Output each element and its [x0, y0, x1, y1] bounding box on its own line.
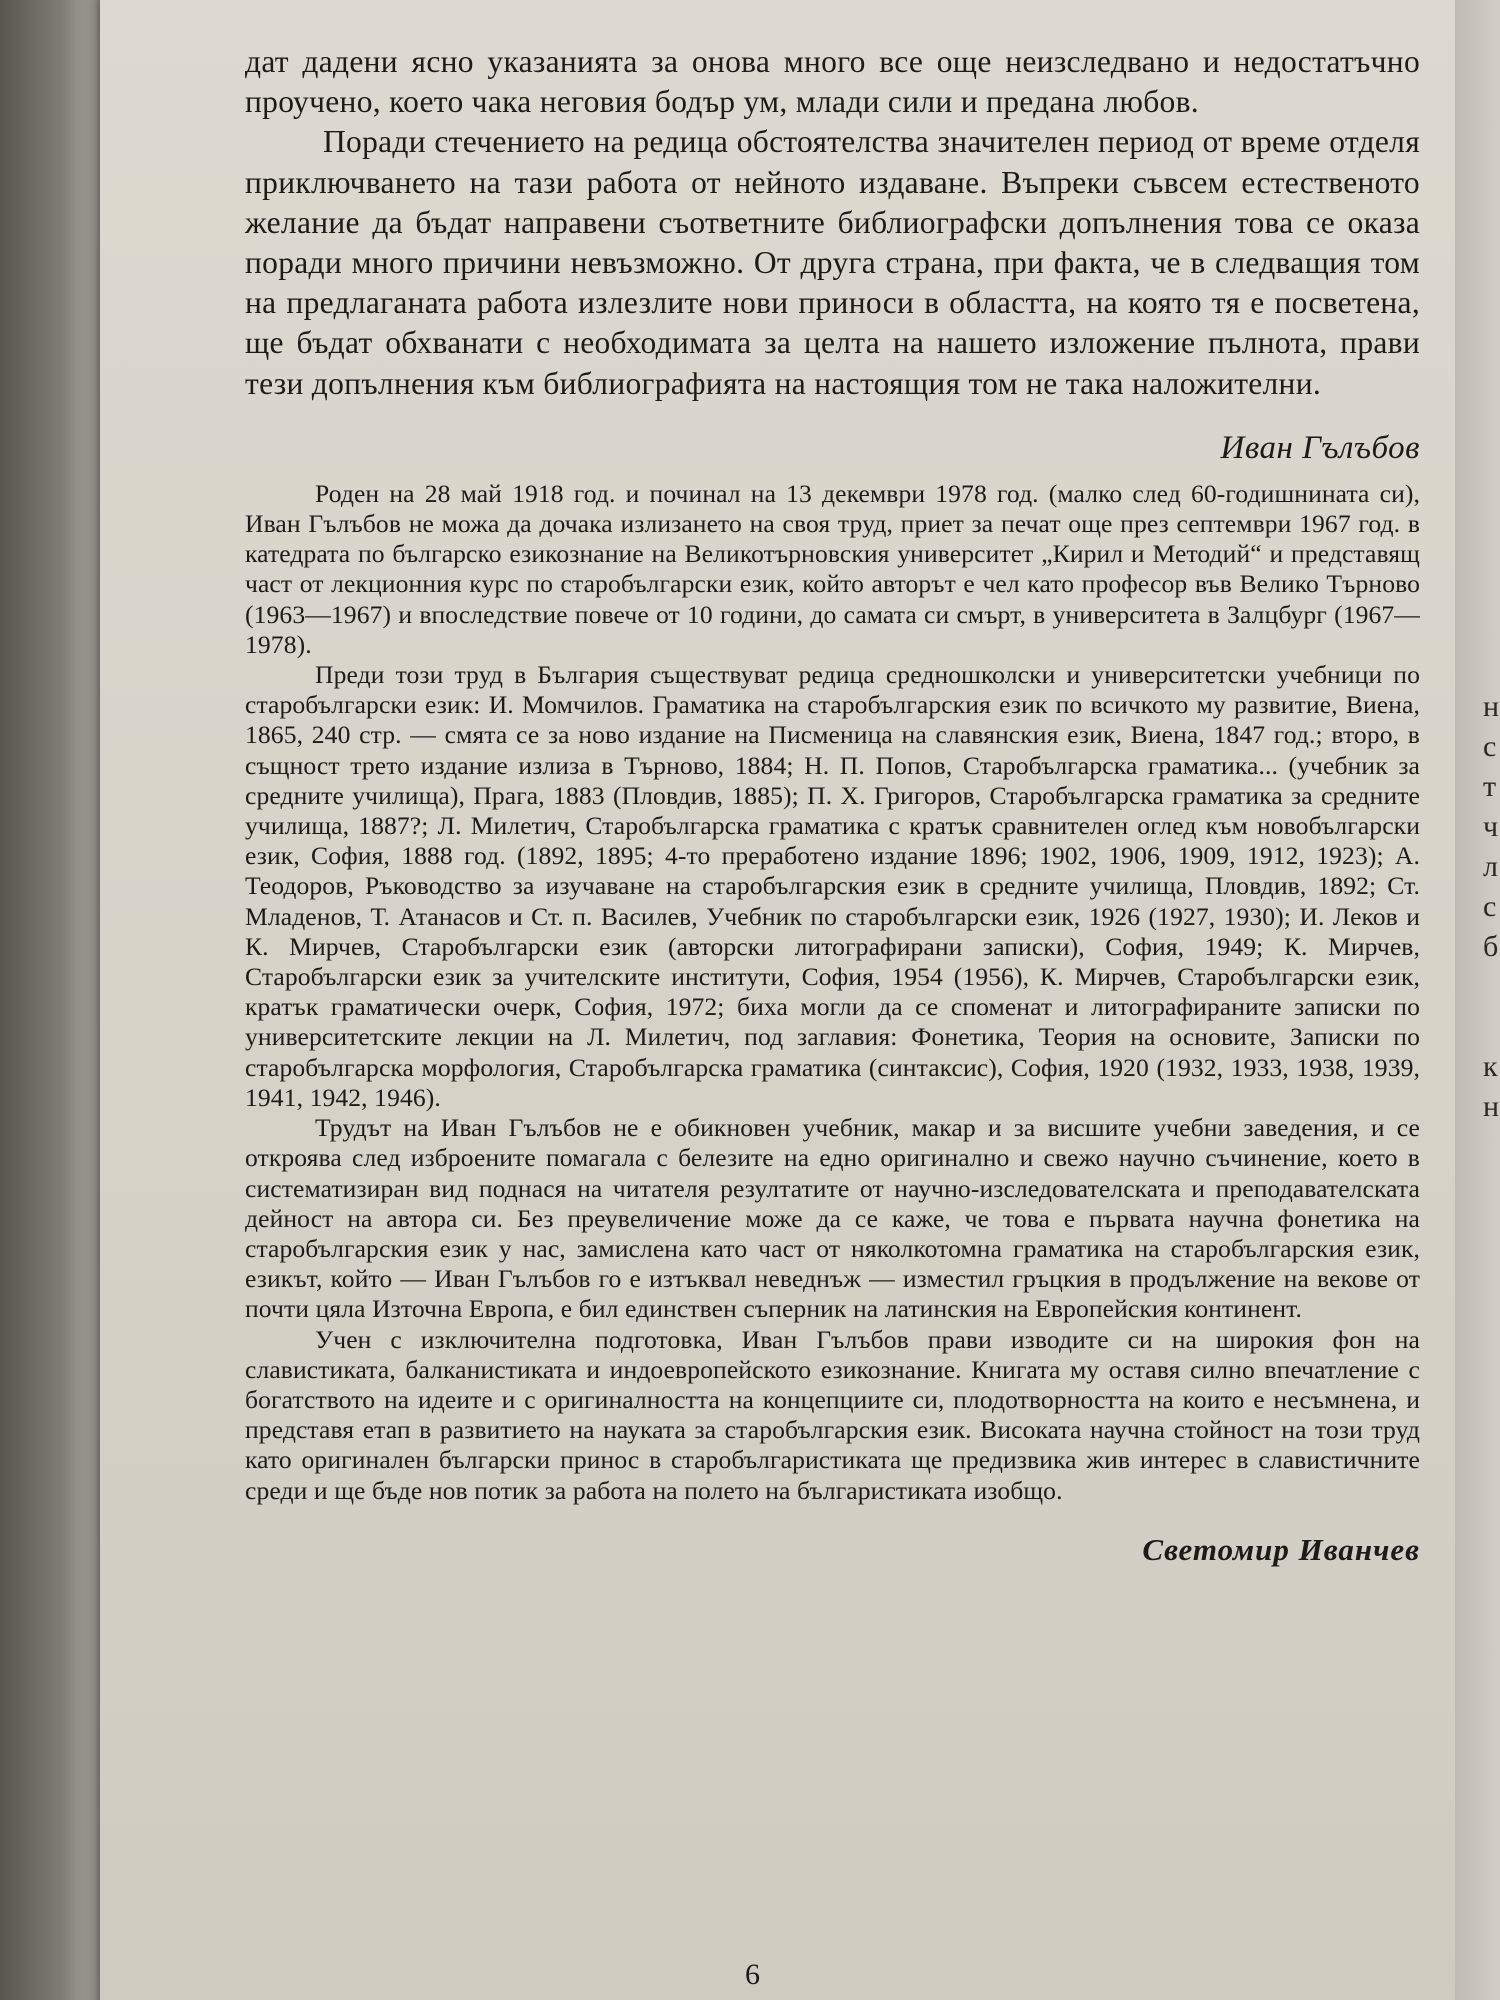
- edge-letter: н: [1483, 690, 1500, 723]
- biography-section: [245, 479, 1420, 1506]
- page-number: 6: [745, 1958, 760, 1991]
- author-signature: Иван Гълъбов: [1220, 429, 1420, 466]
- biography-paragraph: Роден на 28 май 1918 год. и починал на 13 декември 1978 год. (малко след 60-годишнината си), Иван Гълъбов не можа да дочака излизането на своя труд, приет за печат още през септември 1967 год. в катедрата по българско езикознание на Великотърновския университет „Кирил и Методий“ и представящ част от лекционния курс по старобългарски език, който авторът е чел като професор във Велико Търново (1963—1967) и впоследствие повече от 10 години, до самата си смърт, в университета в Залцбург (1967—1978).: [245, 478, 1420, 659]
- adjacent-page-edge: [1455, 0, 1500, 2000]
- edge-letter: л: [1483, 850, 1498, 883]
- biography-paragraph: Учен с изключителна подготовка, Иван Гълъбов прави изводите си на широкия фон на славистиката, балканистиката и индоевропейското езикознание. Книгата му оставя силно впечатление с богатството на идеите и с оригиналността на концепциите си, плодотворността на които е несъмнена, и представя етап в развитието на науката за старобългарския език. Високата научна стойност на този труд като оригинален български принос в старобългаристиката ще предизвика жив интерес в славистичните среди и ще бъде нов потик за работа на полето на българистиката изобщо.: [245, 1324, 1420, 1505]
- edge-letter: к: [1483, 1050, 1498, 1083]
- page-content: [245, 42, 1420, 1568]
- biography-signature: Светомир Иванчев: [1142, 1531, 1420, 1567]
- edge-letter: б: [1483, 930, 1499, 963]
- edge-letter: с: [1483, 890, 1497, 923]
- biography-paragraph: Трудът на Иван Гълъбов не е обикновен учебник, макар и за висшите учебни заведения, и се откроява след изброените помагала с белезите на едно оригинално и свежо научно съчинение, което в систематизиран вид поднася на читателя резултатите от научно-изследователската и преподавателската дейност на автора си. Без преувеличение може да се каже, че това е първата научна фонетика на старобългарския език у нас, замислена като част от няколкотомна граматика на старобългарския език, езикът, който — Иван Гълъбов го е изтъквал неведнъж — изместил гръцкия в продължение на векове от почти цяла Източна Европа, е бил единствен съперник на латинския на Европейския континент.: [245, 1113, 1420, 1324]
- edge-letter: ч: [1483, 810, 1499, 843]
- edge-letter: т: [1483, 770, 1497, 803]
- edge-letter: н: [1483, 1090, 1500, 1123]
- preface-paragraph: Поради стечението на редица обстоятелства значителен период от време отделя приключването на тази работа от нейното издаване. Въпреки съвсем естественото желание да бъдат направени съответните библиографски допълнения това се оказа поради много причини невъзможно. От друга страна, при факта, че в следващия том на предлаганата работа излезлите нови приноси в областта, на която тя е посветена, ще бъдат обхванати с необходимата за целта на нашето изложение пълнота, прави тези допълнения към библиографията на настоящия том не така наложителни.: [245, 124, 1420, 401]
- biography-paragraph: Преди този труд в България съществуват редица средношколски и университетски учебници по старобългарски език: И. Момчилов. Граматика на старобългарския език по всичкото му развитие, Виена, 1865, 240 стр. — смята се за ново издание на Писменица на славянския език, Виена, 1847 год.; второ, в същност трето издание излиза в Търново, 1884; Н. П. Попов, Старобългарска граматика... (учебник за средните училища), Прага, 1883 (Пловдив, 1885); П. Х. Григоров, Старобългарска граматика за средните училища, 1887?; Л. Милетич, Старобългарска граматика с кратък сравнителен оглед към новобългарски език, София, 1888 год. (1892, 1895; 4-то преработено издание 1896; 1902, 1906, 1909, 1912, 1923); А. Теодоров, Ръководство за изучаване на старобългарския език в средните училища, Пловдив, 1892; Ст. Младенов, Т. Атанасов и Ст. п. Василев, Учебник по старобългарски език, 1926 (1927, 1930); И. Леков и К. Мирчев, Старобългарски език (авторски литографирани записки), София, 1949; К. Мирчев, Старобългарски език за учителските институти, София, 1954 (1956), К. Мирчев, Старобългарски език, кратък граматически очерк, София, 1972; биха могли да се споменат и литографираните записки по университетските лекции на Л. Милетич, под заглавия: Фонетика, Теория на основите, Записки по старобългарска морфология, Старобългарска граматика (синтаксис), София, 1920 (1932, 1933, 1938, 1939, 1941, 1942, 1946).: [245, 660, 1420, 1112]
- preface-paragraph: дат дадени ясно указанията за онова много все още неизследвано и недостатъчно проучено, което чака неговия бодър ум, млади сили и предана любов.: [245, 44, 1420, 120]
- preface-section: [245, 42, 1420, 404]
- edge-letter: с: [1483, 730, 1497, 763]
